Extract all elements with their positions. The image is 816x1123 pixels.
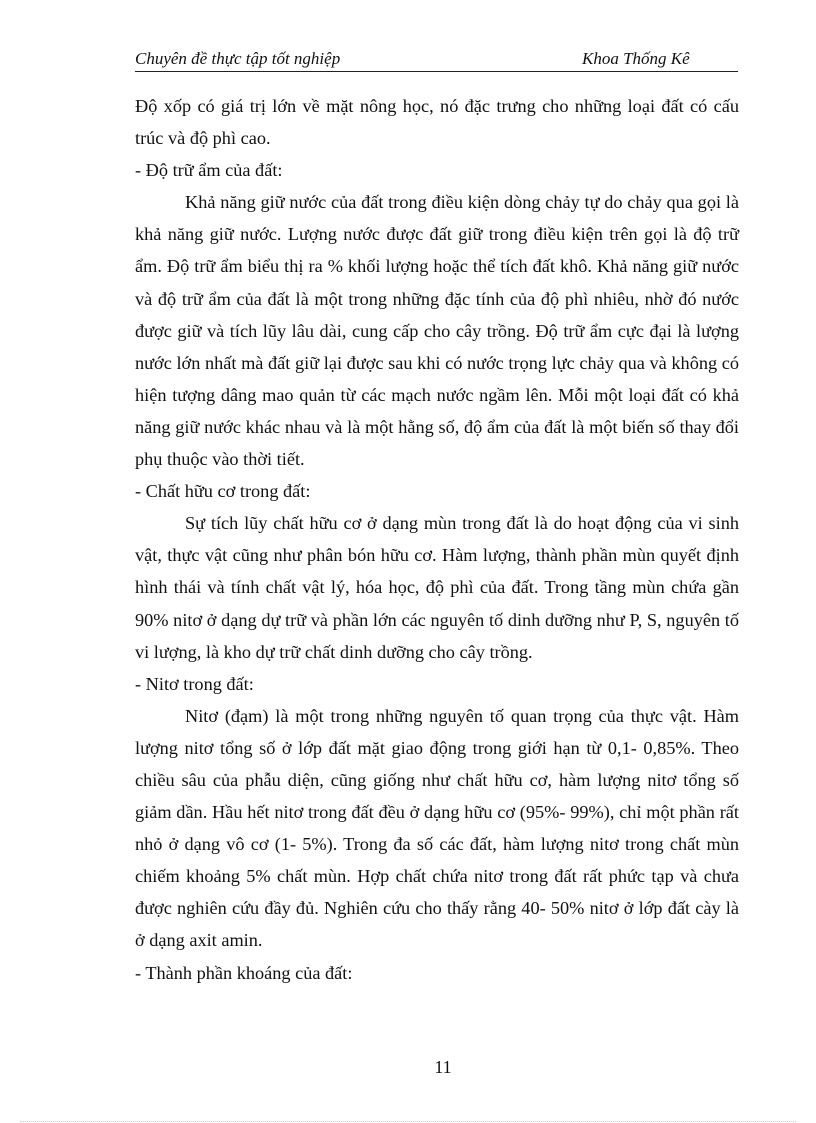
section-heading-moisture: - Độ trữ ẩm của đất:: [135, 160, 283, 181]
section-heading-nitrogen: - Nitơ trong đất:: [135, 673, 254, 694]
paragraph-nitrogen: Nitơ (đạm) là một trong những nguyên tố quan trọng của thực vật. Hàm lượng nitơ tổng số ở lớp đất mặt giao động trong giới hạn từ 0,1- 0,85%. Theo chiều sâu của phẫu diện, cũng giống như chất hữu cơ, hàm lượng nitơ tổng số giảm dần. Hầu hết nitơ trong đất đều ở dạng hữu cơ (95%- 99%), chỉ một phần rất nhỏ ở dạng vô cơ (1- 5%). Trong đa số các đất, hàm lượng nitơ trong chất mùn chiếm khoảng 5% chất mùn. Hợp chất chứa nitơ trong đất rất phức tạp và chưa được nghiên cứu đầy đủ. Nghiên cứu cho thấy rằng 40- 50% nitơ ở lớp đất cày là ở dạng axit amin.: [135, 705, 739, 951]
paragraph-porosity: Độ xốp có giá trị lớn về mặt nông học, nó đặc trưng cho những loại đất có cấu trúc và độ phì cao.: [135, 96, 739, 149]
section-heading-organic-matter: - Chất hữu cơ trong đất:: [135, 481, 311, 502]
page-header: [135, 47, 738, 72]
paragraph-moisture: Khả năng giữ nước của đất trong điều kiện dòng chảy tự do chảy qua gọi là khả năng giữ nước. Lượng nước được đất giữ trong điều kiện trên gọi là độ trữ ẩm. Độ trữ ẩm biểu thị ra % khối lượng hoặc thể tích đất khô. Khả năng giữ nước và độ trữ ẩm của đất là một trong những đặc tính của độ phì nhiêu, nhờ đó nước được giữ và tích lũy lâu dài, cung cấp cho cây trồng. Độ trữ ẩm cực đại là lượng nước lớn nhất mà đất giữ lại được sau khi có nước trọng lực chảy qua và không có hiện tượng dâng mao quản từ các mạch nước ngầm lên. Mỗi một loại đất có khả năng giữ nước khác nhau và là một hằng số, độ ẩm của đất là một biến số thay đổi phụ thuộc vào thời tiết.: [135, 192, 739, 470]
page-number: 11: [434, 1057, 452, 1077]
header-department: Khoa Thống Kê: [582, 49, 690, 68]
section-heading-minerals: - Thành phần khoáng của đất:: [135, 962, 353, 983]
paragraph-organic-matter: Sự tích lũy chất hữu cơ ở dạng mùn trong đất là do hoạt động của vi sinh vật, thực vật cũng như phân bón hữu cơ. Hàm lượng, thành phần mùn quyết định hình thái và tính chất vật lý, hóa học, độ phì của đất. Trong tầng mùn chứa gần 90% nitơ ở dạng dự trữ và phần lớn các nguyên tố dinh dưỡng như P, S, nguyên tố vi lượng, là kho dự trữ chất dinh dưỡng cho cây trồng.: [135, 513, 739, 662]
header-chapter-title: Chuyên đề thực tập tốt nghiệp: [135, 49, 341, 68]
page-body: [135, 90, 739, 989]
page-bottom-divider: [20, 1121, 796, 1122]
